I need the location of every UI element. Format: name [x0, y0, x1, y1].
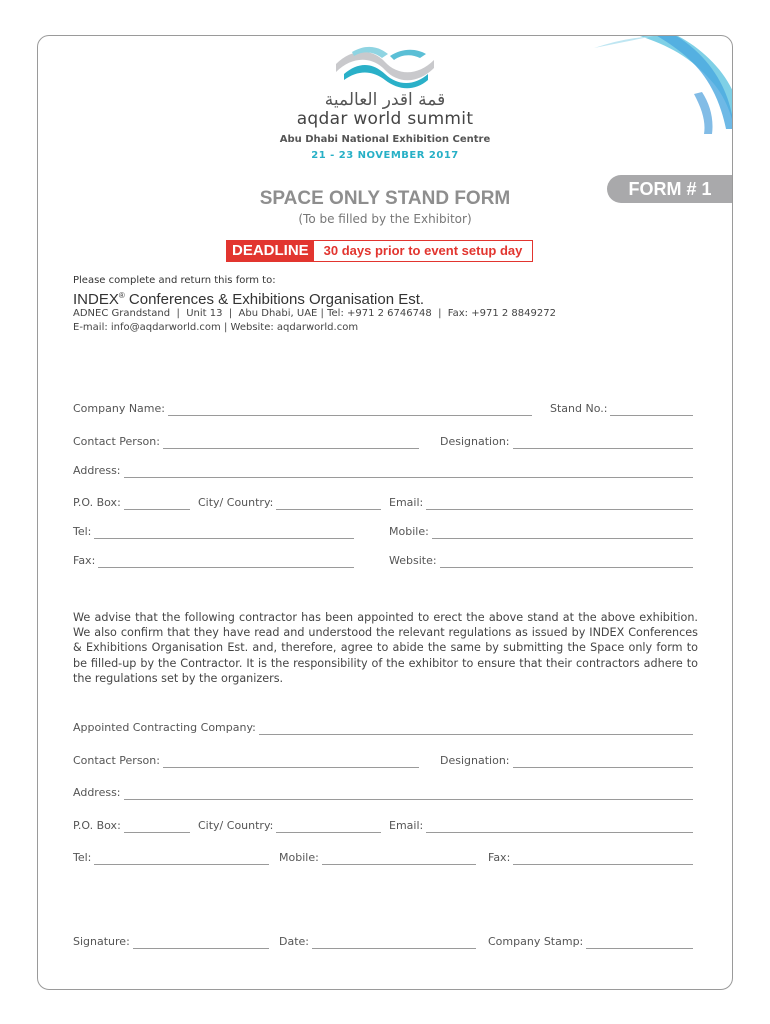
fax-label: Fax: [73, 554, 96, 567]
company-name-label: Company Name: [73, 402, 165, 415]
mobile-label: Mobile: [389, 525, 429, 538]
company-name-line[interactable] [168, 403, 532, 416]
website-line[interactable] [440, 555, 693, 568]
signature-label: Signature: [73, 935, 130, 948]
email-field[interactable] [389, 494, 693, 510]
stand-no-label: Stand No.: [550, 402, 608, 415]
return-intro: Please complete and return this form to: [73, 275, 276, 286]
aqdar-logo-icon [332, 44, 438, 90]
fax-line[interactable] [98, 555, 354, 568]
contractor-contact-person-line[interactable] [163, 755, 419, 768]
fax-field[interactable] [73, 552, 354, 568]
mobile-field[interactable] [389, 523, 693, 539]
email-label: Email: [389, 496, 424, 509]
contact-person-line[interactable] [163, 436, 419, 449]
designation-label: Designation: [440, 435, 510, 448]
email-line[interactable] [426, 497, 693, 510]
city-country-line[interactable] [276, 497, 381, 510]
contractor-fax-line[interactable] [513, 852, 693, 865]
venue-name: Abu Dhabi National Exhibition Centre [279, 134, 491, 145]
event-dates: 21 - 23 NOVEMBER 2017 [311, 150, 459, 161]
contractor-designation-line[interactable] [513, 755, 694, 768]
organiser-index: INDEX [73, 291, 119, 308]
form-sheet [37, 35, 733, 990]
brand-arabic-name: قمة اقدر العالمية [324, 90, 446, 110]
address-label: Address: [73, 464, 121, 477]
contractor-email-label: Email: [389, 819, 424, 832]
city-country-field[interactable] [198, 494, 381, 510]
form-subtitle: (To be filled by the Exhibitor) [298, 212, 472, 226]
organiser-rest: Conferences & Exhibitions Organisation Est. [124, 291, 425, 308]
company-stamp-line[interactable] [586, 936, 693, 949]
signature-line[interactable] [133, 936, 269, 949]
contractor-tel-field[interactable] [73, 849, 269, 865]
address-field[interactable] [73, 462, 693, 478]
website-label: Website: [389, 554, 437, 567]
contractor-city-country-label: City/ Country: [198, 819, 274, 832]
tel-line[interactable] [94, 526, 354, 539]
appointed-company-label: Appointed Contracting Company: [73, 721, 256, 734]
mobile-line[interactable] [432, 526, 693, 539]
contractor-address-label: Address: [73, 786, 121, 799]
date-line[interactable] [312, 936, 476, 949]
tel-field[interactable] [73, 523, 354, 539]
contractor-designation-label: Designation: [440, 754, 510, 767]
po-box-field[interactable] [73, 494, 190, 510]
stand-no-field[interactable] [550, 400, 693, 416]
contractor-mobile-label: Mobile: [279, 851, 319, 864]
organiser-contact: E-mail: info@aqdarworld.com | Website: aqdarworld.com [73, 322, 359, 333]
contractor-city-country-field[interactable] [198, 817, 381, 833]
contractor-po-box-line[interactable] [124, 820, 190, 833]
contractor-tel-label: Tel: [73, 851, 92, 864]
company-name-field[interactable] [73, 400, 532, 416]
contractor-email-field[interactable] [389, 817, 693, 833]
brand-english-name: aqdar world summit [296, 109, 474, 129]
contractor-address-field[interactable] [73, 784, 693, 800]
company-stamp-label: Company Stamp: [488, 935, 584, 948]
contractor-address-line[interactable] [124, 787, 693, 800]
contractor-fax-field[interactable] [488, 849, 693, 865]
deadline-text: 30 days prior to event setup day [323, 243, 523, 258]
form-number-tab: FORM # 1 [607, 175, 733, 203]
stand-no-line[interactable] [610, 403, 693, 416]
designation-field[interactable] [440, 433, 693, 449]
tel-label: Tel: [73, 525, 92, 538]
appointed-company-line[interactable] [259, 722, 693, 735]
contractor-tel-line[interactable] [94, 852, 269, 865]
deadline-banner [226, 240, 533, 262]
contractor-contact-person-label: Contact Person: [73, 754, 160, 767]
po-box-line[interactable] [124, 497, 190, 510]
address-line[interactable] [124, 465, 693, 478]
form-title: SPACE ONLY STAND FORM [259, 188, 511, 209]
city-country-label: City/ Country: [198, 496, 274, 509]
contractor-designation-field[interactable] [440, 752, 693, 768]
contractor-po-box-label: P.O. Box: [73, 819, 121, 832]
contractor-contact-person-field[interactable] [73, 752, 419, 768]
deadline-tag: DEADLINE [227, 241, 314, 261]
contractor-mobile-line[interactable] [322, 852, 476, 865]
website-field[interactable] [389, 552, 693, 568]
designation-line[interactable] [513, 436, 694, 449]
date-label: Date: [279, 935, 309, 948]
contact-person-field[interactable] [73, 433, 419, 449]
contact-person-label: Contact Person: [73, 435, 160, 448]
registered-mark: ® [118, 291, 125, 300]
contractor-fax-label: Fax: [488, 851, 511, 864]
organiser-address: ADNEC Grandstand | Unit 13 | Abu Dhabi, UAE | Tel: +971 2 6746748 | Fax: +971 2 8849272 [73, 308, 556, 319]
contractor-mobile-field[interactable] [279, 849, 476, 865]
appointed-company-field[interactable] [73, 719, 693, 735]
advisory-paragraph: We advise that the following contractor has been appointed to erect the above stand at the above exhibition. We also confirm that they have read and understood the relevant regulations as issued by INDEX Conferences & Exhibitions Organisation Est. and, therefore, agree to abide the same by submitting the Space only form to be filled-up by the Contractor. It is the responsibility of the exhibitor to ensure that their contractors adhere to the regulations set by the organizers. [73, 611, 698, 685]
signature-field[interactable] [73, 933, 269, 949]
contractor-po-box-field[interactable] [73, 817, 190, 833]
company-stamp-field[interactable] [488, 933, 693, 949]
po-box-label: P.O. Box: [73, 496, 121, 509]
contractor-email-line[interactable] [426, 820, 693, 833]
date-field[interactable] [279, 933, 476, 949]
contractor-city-country-line[interactable] [276, 820, 381, 833]
organiser-name [73, 291, 424, 308]
